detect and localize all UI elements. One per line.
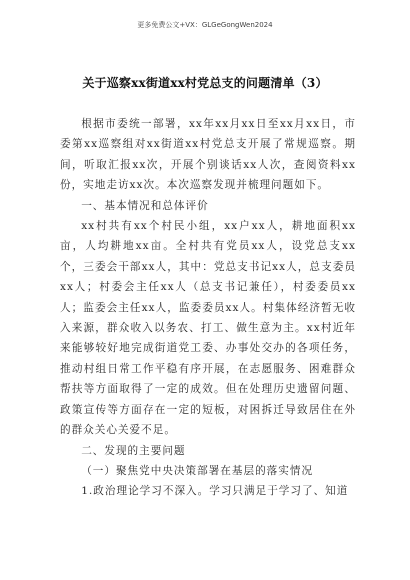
subsection-heading-1: （一）聚焦党中央决策部署在基层的落实情况 [81,464,314,477]
issue-item-1: 1.政治理论学习不深入。学习只满足于学习了、知道 [81,485,349,498]
basic-info-paragraph: xx村共有xx个村民小组，xx户xx人，耕地面积xx亩，人均耕地xx亩。全村共有党员xx人，设党总支xx个，三委会干部xx人，其中：党总支书记xx人，总支委员xx人；村委会主任xx人（总支书记兼任），村委委员xx人；监委会主任xx人，监委委员xx人。村集体经济暂无收入来源，群众收入以务农、打工、做生意为主。xx村近年来能够较好地完成街道党工委、办事处交办的各项任务，推动村组日常工作平稳有序开展，在志愿服务、困难群众帮扶等方面取得了一定的成效。但在处理历史遗留问题、政策宣传等方面存在一定的短板，对困拆迁导致居住在外的群众关心关爱不足。 [60,220,356,437]
intro-paragraph: 根据市委统一部署，xx年xx月xx日至xx月xx日，市委第xx巡察组对xx街道xx村党总支开展了常规巡察。期间，听取汇报xx次，开展个别谈话xx人次，查阅资料xx份，实地走访xx次。本次巡察发现并梳理问题如下。 [60,118,356,192]
watermark-text: 更多免费公文+VX：GLGeGongWen2024 [137,21,273,29]
document-title: 关于巡察xx街道xx村党总支的问题清单（3） [82,76,328,90]
section-heading-1: 一、基本情况和总体评价 [81,199,209,212]
document-body [60,114,356,502]
section-heading-2: 二、发现的主要问题 [81,444,186,457]
